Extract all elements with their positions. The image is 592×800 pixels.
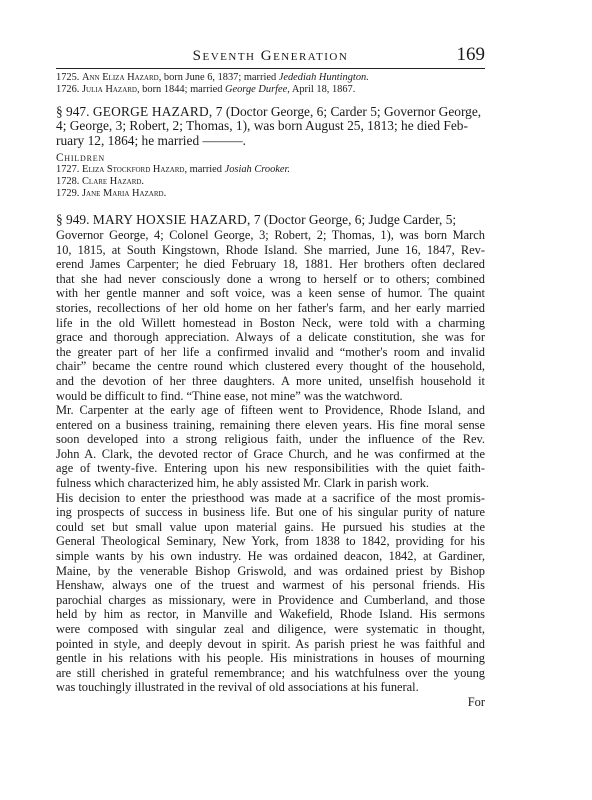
section-text: 7 (Doctor George, 6; Judge Carder, 5; (250, 213, 457, 228)
text-line: and the devotion of her three daughters. A more united, unselfish household it (56, 373, 485, 388)
entry-name: Julia Hazard, (82, 83, 140, 95)
text-line: Henshaw, always one of the truest and warmest of his personal friends. His (56, 578, 485, 593)
text-line: fulness which characterized him, he ably assisted Mr. Clark in parish work. (56, 476, 429, 491)
children-label: Children (56, 152, 105, 165)
text-line: pointed in style, and deeply devout in spirit. As parish priest he was faithful and (56, 636, 485, 651)
text-line: Governor George, 4; Colonel George, 3; Robert, 2; Thomas, 1), was born March (56, 227, 485, 242)
entry-text: April 18, 1867. (289, 83, 356, 95)
text-line: the greater part of her life a confirmed invalid and “mother's room and invalid (56, 344, 485, 359)
entry-number: 1727. (56, 164, 80, 176)
text-line: ing prospects of success in business life. But one of his singular purity of nature (56, 505, 485, 520)
text-line: held by him as rector, in Manville and Wakefield, Rhode Island. His sermons (56, 607, 485, 622)
section-947-line-1 (56, 105, 485, 120)
entry-1725 (56, 72, 485, 84)
child-1728 (56, 176, 485, 188)
header-title: Seventh Generation (192, 48, 349, 64)
text-line: chair” became the centre round which clustered every thought of the household, (56, 359, 485, 374)
text-line: with her gentle manner and soft voice, was a keen sense of humor. The quaint (56, 286, 485, 301)
entry-number: 1729. (56, 187, 80, 199)
page-number: 169 (456, 44, 485, 65)
text-line: was touchingly illustrated in the revival of old associations at his funeral. (56, 680, 419, 695)
text-line: Maine, by the venerable Bishop Griswold, and was ordained priest by Bishop (56, 563, 485, 578)
entry-number: 1726. (56, 83, 80, 95)
section-number: § 947. (56, 104, 90, 119)
text-line: soon developed into a strong religious faith, under the influence of the Rev. (56, 432, 485, 447)
text-line: simple wants by his own industry. He was ordained deacon, 1842, at Gardiner, (56, 549, 485, 564)
entry-name: Ann Eliza Hazard, (82, 72, 162, 83)
entry-name: Eliza Stockford Hazard, (82, 164, 188, 176)
child-1727 (56, 164, 485, 176)
entry-spouse: George Durfee, (225, 83, 290, 95)
text-line: would be difficult to find. “Thine ease, not mine” was the watchword. (56, 388, 403, 403)
entry-spouse: Josiah Crooker. (224, 164, 291, 176)
entry-1726 (56, 84, 485, 96)
text-line: that she had never consciously done a wrong to herself or to others; combined (56, 271, 485, 286)
text-line: John A. Clark, the devoted rector of Grace Church, and he was confirmed at the (56, 446, 485, 461)
text-line: His decision to enter the priesthood was made at a sacrifice of the most promis- (56, 490, 485, 505)
section-text: 7 (Doctor George, 6; Carder 5; Governor George, (212, 104, 482, 119)
text-line: could set but small value upon material gains. He pursued his studies at the (56, 519, 485, 534)
entry-text: married (187, 164, 225, 176)
entry-spouse: Jedediah Huntington. (278, 72, 369, 83)
text-line: gentle in his relations with his people. His ministrations in houses of mourning (56, 651, 485, 666)
text-line: life in the old Willett homestead in Boston Neck, were told with a charming (56, 315, 485, 330)
section-name: MARY HOXSIE HAZARD, (92, 213, 251, 228)
entry-number: 1728. (56, 175, 80, 187)
text-line: General Theological Seminary, New York, from 1838 to 1842, providing for his (56, 534, 485, 549)
text-line: grace and thorough appreciation. Always of a delicate constitution, she was for (56, 330, 485, 345)
entry-name: Jane Maria Hazard. (82, 187, 167, 199)
catchword: For (467, 694, 485, 709)
entry-name: Clare Hazard. (82, 175, 145, 187)
page-body (56, 72, 485, 710)
section-number: § 949. (56, 213, 90, 228)
section-947-line-2: 4; George, 3; Robert, 2; Thomas, 1), was born August 25, 1813; he died Feb- (56, 119, 468, 134)
text-line: parochial charges as missionary, were in Providence and Cumberland, and those (56, 592, 485, 607)
section-947-line-3: ruary 12, 1864; he married ———. (56, 133, 247, 148)
text-line: were composed with singular zeal and diligence, were systematic in thought, (56, 622, 485, 637)
entry-text: born June 6, 1837; married (161, 72, 279, 83)
child-1729 (56, 188, 485, 200)
text-line: erend James Carpenter; he died February 18, 1881. Her brothers often declared (56, 257, 485, 272)
section-949-line-1 (56, 213, 485, 228)
section-name: GEORGE HAZARD, (92, 104, 213, 119)
entry-number: 1725. (56, 72, 80, 83)
text-line: 10, 1815, at South Kingstown, Rhode Island. She married, June 16, 1847, Rev- (56, 242, 485, 257)
text-line: entered on a business training, remaining there eleven years. His fine moral sense (56, 417, 485, 432)
text-line: stories, recollections of her old home on her father's farm, and her early married (56, 300, 485, 315)
entry-text: born 1844; married (139, 83, 225, 95)
text-line: Mr. Carpenter at the early age of fifteen went to Providence, Rhode Island, and (56, 403, 485, 418)
running-header (56, 46, 485, 69)
text-line: are still cherished in grateful remembrance; and his watchfulness over the young (56, 665, 485, 680)
text-line: age of twenty-five. Entering upon his new responsibilities with the quiet faith- (56, 461, 485, 476)
